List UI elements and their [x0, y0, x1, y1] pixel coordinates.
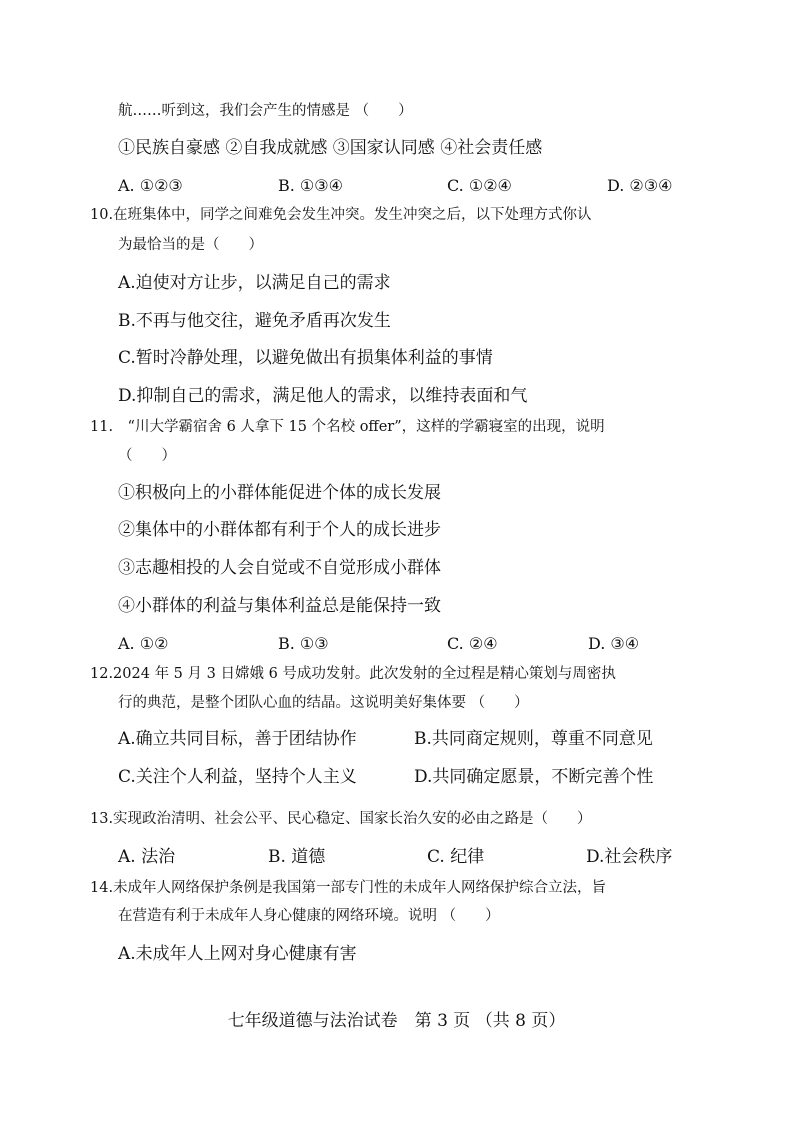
q10-option-a: A.迫使对方让步，以满足自己的需求	[118, 273, 391, 293]
q10-stem-line2: 为最恰当的是（ ）	[118, 237, 263, 253]
q9-stem-end: 航……听到这，我们会产生的情感是 （ ）	[118, 103, 413, 119]
q13-option-b: B. 道德	[268, 847, 326, 867]
q12-option-c: C.关注个人利益，坚持个人主义	[118, 767, 357, 787]
q13-option-d: D.社会秩序	[586, 847, 673, 867]
q10-option-b: B.不再与他交往，避免矛盾再次发生	[118, 311, 391, 331]
q10-option-d: D.抑制自己的需求，满足他人的需求，以维持表面和气	[118, 386, 528, 406]
q11-option-c: C. ②④	[447, 634, 498, 653]
q11-option-d: D. ③④	[588, 634, 640, 653]
q13-option-c: C. 纪律	[427, 847, 485, 867]
q11-item-2: ②集体中的小群体都有利于个人的成长进步	[118, 520, 441, 540]
q9-option-b: B. ①③④	[278, 176, 343, 195]
q11-option-a: A. ①②	[118, 634, 169, 653]
q13-stem: 13.实现政治清明、社会公平、民心稳定、国家长治久安的必由之路是（ ）	[90, 811, 592, 827]
q14-stem-line1: 14.未成年人网络保护条例是我国第一部专门性的未成年人网络保护综合立法，旨	[90, 880, 607, 896]
q14-stem-line2: 在营造有利于未成年人身心健康的网络环境。说明 （ ）	[118, 908, 500, 924]
q14-option-a: A.未成年人上网对身心健康有害	[118, 944, 357, 964]
q9-option-d: D. ②③④	[607, 176, 673, 195]
q13-option-a: A. 法治	[118, 847, 176, 867]
q11-item-3: ③志趣相投的人会自觉或不自觉形成小群体	[118, 558, 441, 578]
q11-item-1: ①积极向上的小群体能促进个体的成长发展	[118, 483, 441, 503]
q11-option-b: B. ①③	[278, 634, 329, 653]
q12-stem-line2: 行的典范，是整个团队心血的结晶。这说明美好集体要 （ ）	[118, 695, 529, 711]
q11-item-4: ④小群体的利益与集体利益总是能保持一致	[118, 596, 441, 616]
q12-option-b: B.共同商定规则，尊重不同意见	[414, 729, 653, 749]
q12-option-d: D.共同确定愿景，不断完善个性	[414, 767, 654, 787]
q9-option-c: C. ①②④	[447, 176, 512, 195]
q10-option-c: C.暂时冷静处理，以避免做出有损集体利益的事情	[118, 348, 493, 368]
q9-item-list: ①民族自豪感 ②自我成就感 ③国家认同感 ④社会责任感	[118, 138, 543, 158]
q12-option-a: A.确立共同目标，善于团结协作	[118, 729, 357, 749]
q9-option-a: A. ①②③	[118, 176, 183, 195]
page-footer: 七年级道德与法治试卷 第 3 页 （共 8 页）	[227, 1011, 566, 1031]
q11-stem-line1: 11. “川大学霸宿舍 6 人拿下 15 个名校 offer”，这样的学霸寝室的出现，说明	[90, 419, 605, 435]
q12-stem-line1: 12.2024 年 5 月 3 日嫦娥 6 号成功发射。此次发射的全过程是精心策划与周密执	[90, 666, 616, 682]
q10-stem-line1: 10.在班集体中，同学之间难免会发生冲突。发生冲突之后，以下处理方式你认	[90, 207, 592, 223]
q11-stem-line2: （ ）	[118, 448, 176, 464]
